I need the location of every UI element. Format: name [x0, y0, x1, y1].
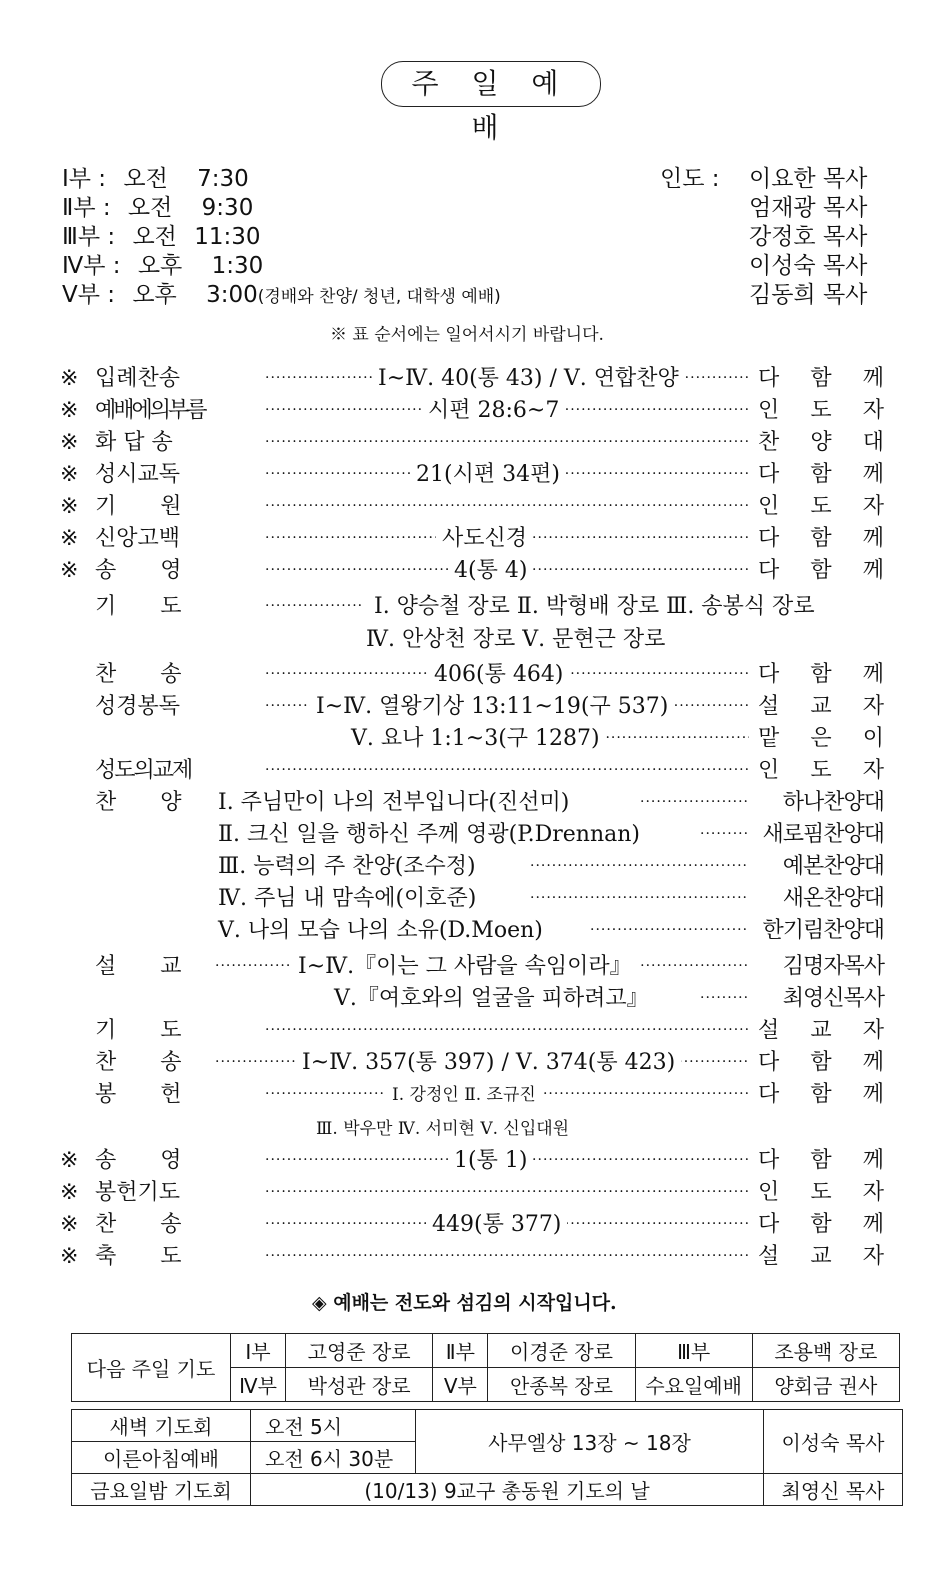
prayer-person: 조용백 장로: [752, 1334, 899, 1368]
order-content: 1(통 1): [448, 1146, 533, 1176]
service-part: Ⅱ부 :: [62, 195, 111, 221]
order-content: Ⅰ~Ⅳ.『이는 그 사람을 속임이라』: [292, 952, 638, 982]
prayer-part: Ⅰ부: [231, 1334, 286, 1368]
order-row: [60, 724, 884, 754]
order-content: Ⅳ. 주님 내 맘속에(이호준): [212, 884, 482, 914]
prayer-part: Ⅲ부: [635, 1334, 752, 1368]
leader-dots: [700, 820, 749, 852]
order-content: 21(시편 34편): [410, 460, 566, 490]
order-who: 맡 은 이: [758, 724, 884, 754]
next-prayer-table: [71, 1333, 900, 1402]
leader-dots: [600, 724, 749, 756]
prayer-line-2: Ⅳ. 안상천 장로 Ⅴ. 문현근 장로: [362, 625, 669, 655]
stand-mark: ※: [60, 366, 79, 391]
order-who: 인 도 자: [758, 1178, 884, 1208]
leader-dots: [265, 428, 749, 460]
order-who: 다 함 께: [758, 1048, 884, 1078]
meeting-label: 이른아침예배: [72, 1442, 251, 1474]
order-row: [60, 1178, 884, 1208]
prayer-part: Ⅴ부: [433, 1368, 488, 1402]
order-who: 예본찬양대: [758, 852, 884, 882]
order-row: [60, 952, 884, 982]
order-content: Ⅴ. 요나 1:1~3(구 1287): [345, 724, 606, 754]
leader-dots: [265, 756, 749, 788]
order-who: 설 교 자: [758, 1242, 884, 1272]
order-row: [60, 1080, 884, 1110]
order-content: Ⅰ. 주님만이 나의 전부입니다(진선미): [212, 788, 575, 818]
order-row: [60, 884, 884, 914]
order-label: 예배에의부름: [95, 398, 205, 423]
service-ampm: 오후: [132, 282, 177, 308]
offering-line-2: Ⅲ. 박우만 Ⅳ. 서미현 Ⅴ. 신입대원: [312, 1114, 573, 1144]
stand-mark: ※: [60, 558, 79, 583]
order-label: 성경봉독: [95, 694, 181, 719]
bottom-note: ◈ 예배는 전도와 섬김의 시작입니다.: [312, 1292, 617, 1314]
leader-dots: [640, 788, 749, 820]
order-label: 설 교: [95, 954, 182, 979]
order-who: 새온찬양대: [758, 884, 884, 914]
order-who: 하나찬양대: [758, 788, 884, 818]
service-part: Ⅴ부 :: [62, 282, 116, 308]
order-row: [60, 1146, 884, 1176]
leader-dots: [265, 1178, 749, 1210]
meeting-leader: 이성숙 목사: [764, 1410, 903, 1474]
order-who: 한기림찬양대: [756, 916, 884, 946]
order-row: [60, 788, 884, 818]
meeting-scripture: 사무엘상 13장 ~ 18장: [416, 1410, 764, 1474]
order-row: [60, 984, 884, 1014]
order-content: 449(통 377): [426, 1210, 567, 1240]
order-label: 송 영: [95, 1148, 182, 1173]
prayer-person: 고영준 장로: [286, 1334, 433, 1368]
order-content: Ⅰ. 양승철 장로 Ⅱ. 박형배 장로 Ⅲ. 송봉식 장로: [368, 592, 821, 622]
service-time: 9:30: [201, 195, 254, 221]
order-label: 화 답 송: [95, 430, 173, 455]
leader-dots: [590, 916, 749, 948]
order-row: [60, 1048, 884, 1078]
order-who: 다 함 께: [758, 1146, 884, 1176]
order-who: 찬 양 대: [758, 428, 884, 458]
service-ampm: 오후: [137, 253, 183, 279]
service-time: 1:30: [211, 253, 264, 279]
stand-mark: ※: [60, 1148, 79, 1173]
meeting-label: 금요일밤 기도회: [72, 1474, 251, 1506]
order-who: 다 함 께: [758, 524, 884, 554]
order-label: 찬 양: [95, 790, 182, 815]
order-content: Ⅴ.『여호와의 얼굴을 피하려고』: [328, 984, 655, 1014]
stand-mark: ※: [60, 398, 79, 423]
leader-dots: [265, 592, 364, 624]
order-content: 4(통 4): [448, 556, 533, 586]
order-who: 설 교 자: [758, 692, 884, 722]
order-row: [60, 916, 884, 946]
prayer-person: 안종복 장로: [488, 1368, 635, 1402]
order-content: Ⅲ. 능력의 주 찬양(조수정): [212, 852, 482, 882]
order-who: 다 함 께: [758, 660, 884, 690]
prayer-part: 수요일예배: [635, 1368, 752, 1402]
service-time: 7:30: [197, 166, 249, 192]
order-content: Ⅰ~Ⅳ. 40(통 43) / Ⅴ. 연합찬양: [372, 364, 685, 394]
leader-dots: [530, 884, 749, 916]
order-row: [60, 1242, 884, 1272]
order-row: [60, 1210, 884, 1240]
order-label: 신앙고백: [95, 526, 181, 551]
order-row: [60, 396, 884, 426]
order-label: 축 도: [95, 1244, 182, 1269]
leader-name: 강정호 목사: [749, 224, 868, 250]
order-who: 인 도 자: [758, 756, 884, 786]
prayer-person: 양회금 권사: [752, 1368, 899, 1402]
service-part: Ⅳ부 :: [62, 253, 121, 279]
order-content: Ⅴ. 나의 모습 나의 소유(D.Moen): [212, 916, 549, 946]
order-row: [60, 524, 884, 554]
prayer-person: 이경준 장로: [488, 1334, 635, 1368]
order-who: 다 함 께: [758, 556, 884, 586]
service-time: 11:30: [194, 224, 261, 250]
meeting-label: 새벽 기도회: [72, 1410, 251, 1442]
order-label: 기 도: [95, 594, 182, 619]
leader-name: 엄재광 목사: [749, 195, 868, 221]
order-who: 설 교 자: [758, 1016, 884, 1046]
order-content: Ⅰ~Ⅳ. 열왕기상 13:11~19(구 537): [310, 692, 674, 722]
order-label: 성시교독: [95, 462, 181, 487]
leader-dots: [700, 984, 749, 1016]
leader-dots: [530, 852, 749, 884]
meeting-desc: (10/13) 9교구 총동원 기도의 날: [251, 1474, 764, 1506]
stand-mark: ※: [60, 430, 79, 455]
standing-notice: ※ 표 순서에는 일어서시기 바랍니다.: [330, 325, 604, 345]
order-label: 송 영: [95, 558, 182, 583]
order-label: 찬 송: [95, 1212, 182, 1237]
leader-dots: [265, 1242, 749, 1274]
order-who: 다 함 께: [758, 1210, 884, 1240]
order-who: 다 함 께: [758, 1080, 884, 1110]
order-who: 인 도 자: [758, 396, 884, 426]
order-row: [60, 492, 884, 522]
order-label: 입례찬송: [95, 366, 181, 391]
order-row: [60, 428, 884, 458]
order-label: 기 원: [95, 494, 182, 519]
service-part: Ⅰ부 :: [62, 166, 107, 192]
page-title: 주 일 예 배: [381, 61, 601, 107]
order-who: 새로핌찬양대: [756, 820, 884, 850]
order-label: 봉헌기도: [95, 1180, 181, 1205]
order-row: [60, 556, 884, 586]
stand-mark: ※: [60, 1244, 79, 1269]
stand-mark: ※: [60, 1180, 79, 1205]
order-row: [60, 1016, 884, 1046]
order-content: Ⅱ. 크신 일을 행하신 주께 영광(P.Drennan): [212, 820, 646, 850]
order-row: [60, 820, 884, 850]
order-who: 다 함 께: [758, 364, 884, 394]
leader-name: 이성숙 목사: [749, 253, 868, 279]
leader-dots: [265, 492, 749, 524]
service-ampm: 오전: [132, 224, 177, 250]
next-prayer-label: 다음 주일 기도: [72, 1334, 231, 1402]
stand-mark: ※: [60, 526, 79, 551]
order-who: 다 함 께: [758, 460, 884, 490]
order-label: 기 도: [95, 1018, 182, 1043]
order-row: [60, 364, 884, 394]
order-label: 찬 송: [95, 662, 182, 687]
meeting-time: 오전 6시 30분: [251, 1442, 416, 1474]
service-ampm: 오전: [123, 166, 168, 192]
leader-name: 이요한 목사: [749, 166, 868, 192]
leader-dots: [265, 1016, 749, 1048]
service-time: 3:00: [206, 282, 258, 308]
order-row: [60, 852, 884, 882]
service-part: Ⅲ부 :: [62, 224, 116, 250]
order-content: 시편 28:6~7: [422, 396, 565, 426]
order-who: 최영신목사: [758, 984, 884, 1014]
meeting-time: 오전 5시: [251, 1410, 416, 1442]
order-label: 찬 송: [95, 1050, 182, 1075]
order-label: 봉 헌: [95, 1082, 182, 1107]
order-row: [60, 660, 884, 690]
stand-mark: ※: [60, 462, 79, 487]
service-row: [62, 276, 501, 309]
meetings-table: [71, 1409, 903, 1506]
service-note: (경배와 찬양/ 청년, 대학생 예배): [257, 287, 501, 307]
order-row: [60, 692, 884, 722]
prayer-person: 박성관 장로: [286, 1368, 433, 1402]
order-content: 406(통 464): [428, 660, 569, 690]
leader-name: 김동희 목사: [749, 282, 868, 308]
order-who: 인 도 자: [758, 492, 884, 522]
service-ampm: 오전: [127, 195, 173, 221]
order-content: Ⅰ~Ⅳ. 357(통 397) / Ⅴ. 374(통 423): [296, 1048, 681, 1078]
prayer-part: Ⅱ부: [433, 1334, 488, 1368]
order-row: [60, 756, 884, 786]
order-content: 사도신경: [436, 524, 533, 554]
meeting-leader: 최영신 목사: [764, 1474, 903, 1506]
order-label: 성도의교제: [95, 758, 192, 783]
prayer-part: Ⅳ부: [231, 1368, 286, 1402]
leaders-label: 인도 :: [660, 166, 720, 192]
stand-mark: ※: [60, 1212, 79, 1237]
order-row: [60, 460, 884, 490]
order-who: 김명자목사: [758, 952, 884, 982]
order-row: [60, 592, 884, 622]
stand-mark: ※: [60, 494, 79, 519]
order-content: Ⅰ. 강정인 Ⅱ. 조규진: [386, 1080, 542, 1110]
